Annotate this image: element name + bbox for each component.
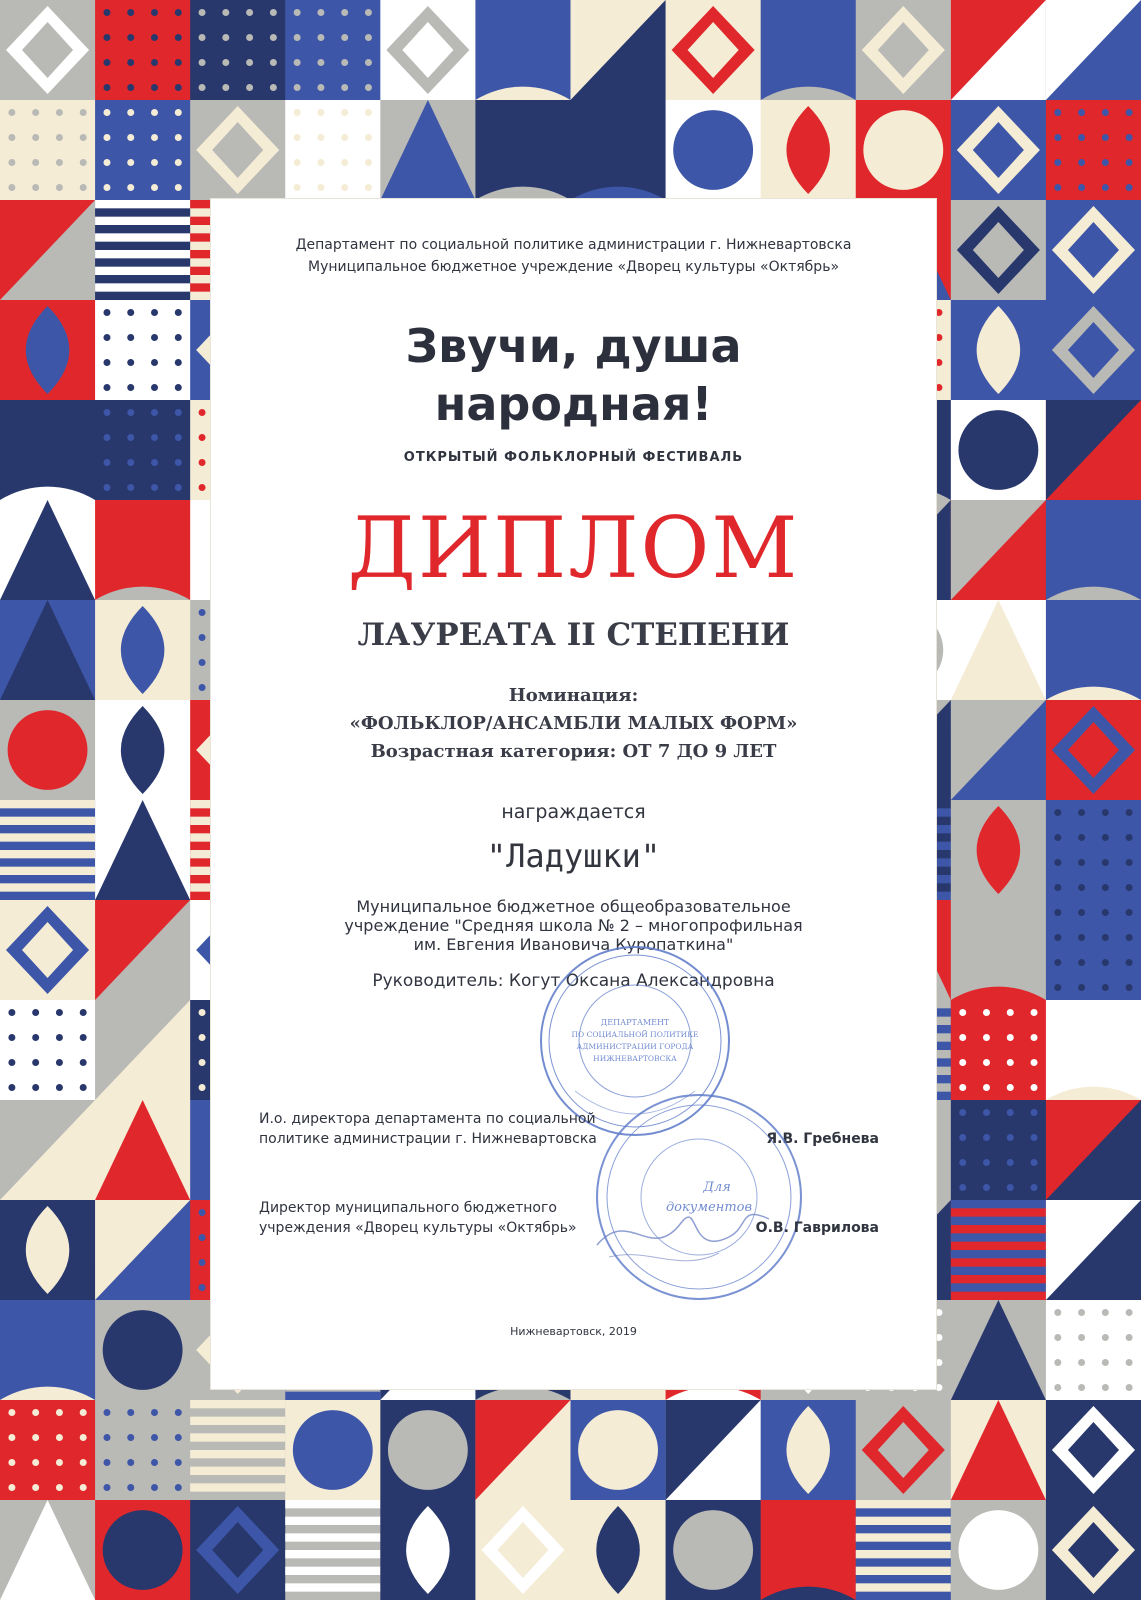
border-tile	[1046, 800, 1141, 901]
for-documents-stamp	[589, 1087, 809, 1307]
border-tile	[951, 700, 1047, 801]
signature-2-title-line-1: Директор муниципального бюджетного	[259, 1200, 557, 1216]
border-tile	[95, 900, 191, 1001]
team-name: "Ладушки"	[486, 837, 661, 875]
border-tile	[856, 0, 952, 101]
border-tile	[95, 700, 191, 801]
border-tile	[1046, 1200, 1141, 1301]
city-year: Нижневартовск, 2019	[510, 1325, 637, 1338]
institution-line-3: им. Евгения Ивановича Куропаткина"	[413, 935, 734, 954]
border-tile	[0, 600, 96, 701]
border-tile	[95, 1200, 191, 1301]
border-tile	[951, 1000, 1047, 1101]
border-tile	[1046, 900, 1141, 1001]
border-tile	[95, 0, 191, 101]
institution-line-1: Муниципальное бюджетное общеобразовательное	[356, 897, 791, 916]
border-tile	[1046, 500, 1141, 601]
border-tile	[190, 1500, 286, 1600]
border-tile	[0, 200, 96, 301]
border-tile	[856, 100, 952, 201]
border-tile	[1046, 1500, 1141, 1600]
border-tile	[951, 600, 1047, 701]
border-tile	[1046, 0, 1141, 101]
diploma-heading: ДИПЛОМ	[347, 499, 800, 597]
border-tile	[571, 1500, 667, 1600]
border-tile	[951, 1100, 1047, 1201]
border-tile	[951, 300, 1047, 401]
border-tile	[856, 1500, 952, 1600]
border-tile	[190, 0, 286, 101]
border-tile	[761, 100, 857, 201]
border-tile	[95, 200, 191, 301]
border-tile	[190, 100, 286, 201]
signature-1-title-line-1: И.о. директора департамента по социальной	[259, 1111, 596, 1127]
border-tile	[1046, 600, 1141, 701]
svg-text:НИЖНЕВАРТОВСКА: НИЖНЕВАРТОВСКА	[593, 1054, 677, 1063]
nomination-label: Номинация:	[508, 685, 639, 706]
border-tile	[0, 0, 96, 101]
border-tile	[571, 1400, 667, 1501]
border-tile	[666, 0, 762, 101]
border-tile	[761, 1500, 857, 1600]
border-tile	[475, 0, 571, 101]
border-tile	[571, 100, 667, 201]
border-tile	[0, 1100, 96, 1201]
signature-2-title-line-2: учреждения «Дворец культуры «Октябрь»	[259, 1220, 577, 1236]
border-tile	[285, 100, 381, 201]
organizer-line-2: Муниципальное бюджетное учреждение «Дворец культуры «Октябрь»	[307, 259, 840, 275]
border-tile	[1046, 1100, 1141, 1201]
border-tile	[475, 1500, 571, 1600]
border-tile	[666, 100, 762, 201]
border-tile	[190, 1400, 286, 1501]
border-tile	[95, 400, 191, 501]
border-tile	[666, 1400, 762, 1501]
border-tile	[0, 1300, 96, 1401]
border-tile	[95, 1500, 191, 1600]
border-tile	[0, 400, 96, 501]
festival-title-line-2: народная!	[434, 377, 713, 431]
svg-text:документов: документов	[665, 1200, 753, 1215]
border-tile	[380, 1400, 476, 1501]
border-tile	[95, 800, 191, 901]
border-tile	[951, 1500, 1047, 1600]
nomination-value: «ФОЛЬКЛОР/АНСАМБЛИ МАЛЫХ ФОРМ»	[349, 713, 798, 734]
border-tile	[0, 1000, 96, 1101]
border-tile	[951, 200, 1047, 301]
border-tile	[951, 1400, 1047, 1501]
signature-block-2	[259, 1198, 879, 1238]
leader-line: Руководитель: Когут Оксана Александровна	[372, 971, 775, 991]
svg-text:АДМИНИСТРАЦИИ ГОРОДА: АДМИНИСТРАЦИИ ГОРОДА	[576, 1042, 694, 1051]
border-tile	[0, 1200, 96, 1301]
border-tile	[95, 1400, 191, 1501]
age-category: Возрастная категория: ОТ 7 ДО 9 ЛЕТ	[370, 741, 777, 762]
border-tile	[951, 500, 1047, 601]
signature-2-name: О.В. Гаврилова	[755, 1220, 879, 1236]
border-tile	[380, 100, 476, 201]
organizer-line-1: Департамент по социальной политике администрации г. Нижневартовска	[295, 237, 852, 253]
border-tile	[95, 1300, 191, 1401]
border-tile	[951, 800, 1047, 901]
border-tile	[95, 100, 191, 201]
border-tile	[1046, 1300, 1141, 1401]
border-tile	[1046, 100, 1141, 201]
border-tile	[666, 1500, 762, 1600]
border-tile	[285, 0, 381, 101]
border-tile	[761, 1400, 857, 1501]
border-tile	[951, 900, 1047, 1001]
border-tile	[0, 800, 96, 901]
border-tile	[951, 0, 1047, 101]
border-tile	[1046, 400, 1141, 501]
border-tile	[0, 700, 96, 801]
border-tile	[475, 1400, 571, 1501]
border-tile	[0, 1400, 96, 1501]
border-tile	[1046, 1400, 1141, 1501]
svg-text:Для: Для	[703, 1180, 731, 1195]
border-tile	[0, 1500, 96, 1600]
border-tile	[95, 1100, 191, 1201]
border-tile	[1046, 1000, 1141, 1101]
border-tile	[0, 100, 96, 201]
border-tile	[571, 0, 667, 101]
festival-subtitle: ОТКРЫТЫЙ ФОЛЬКЛОРНЫЙ ФЕСТИВАЛЬ	[403, 450, 744, 465]
border-tile	[0, 500, 96, 601]
institution-line-2: учреждение "Средняя школа № 2 – многопрофильная	[344, 916, 803, 935]
border-tile	[856, 1400, 952, 1501]
border-tile	[951, 1300, 1047, 1401]
border-tile	[95, 600, 191, 701]
signature-1-name: Я.В. Гребнева	[766, 1131, 879, 1147]
border-tile	[380, 1500, 476, 1600]
festival-title-line-1: Звучи, душа	[405, 319, 742, 373]
border-tile	[285, 1400, 381, 1501]
border-tile	[95, 500, 191, 601]
laureate-degree: ЛАУРЕАТА II СТЕПЕНИ	[357, 617, 790, 653]
border-tile	[95, 1000, 191, 1101]
border-tile	[380, 0, 476, 101]
svg-text:ПО СОЦИАЛЬНОЙ ПОЛИТИКЕ: ПО СОЦИАЛЬНОЙ ПОЛИТИКЕ	[571, 1030, 699, 1039]
border-tile	[475, 100, 571, 201]
border-tile	[95, 300, 191, 401]
border-tile	[285, 1500, 381, 1600]
border-tile	[0, 300, 96, 401]
diploma-content-panel	[211, 199, 936, 1389]
border-tile	[1046, 200, 1141, 301]
border-tile	[1046, 700, 1141, 801]
border-tile	[951, 100, 1047, 201]
border-tile	[761, 0, 857, 101]
border-tile	[0, 900, 96, 1001]
signature-1-title-line-2: политике администрации г. Нижневартовска	[259, 1131, 597, 1147]
svg-text:ДЕПАРТАМЕНТ: ДЕПАРТАМЕНТ	[600, 1018, 670, 1027]
awarded-label: награждается	[501, 801, 646, 823]
border-tile	[951, 1200, 1047, 1301]
border-tile	[1046, 300, 1141, 401]
border-tile	[951, 400, 1047, 501]
